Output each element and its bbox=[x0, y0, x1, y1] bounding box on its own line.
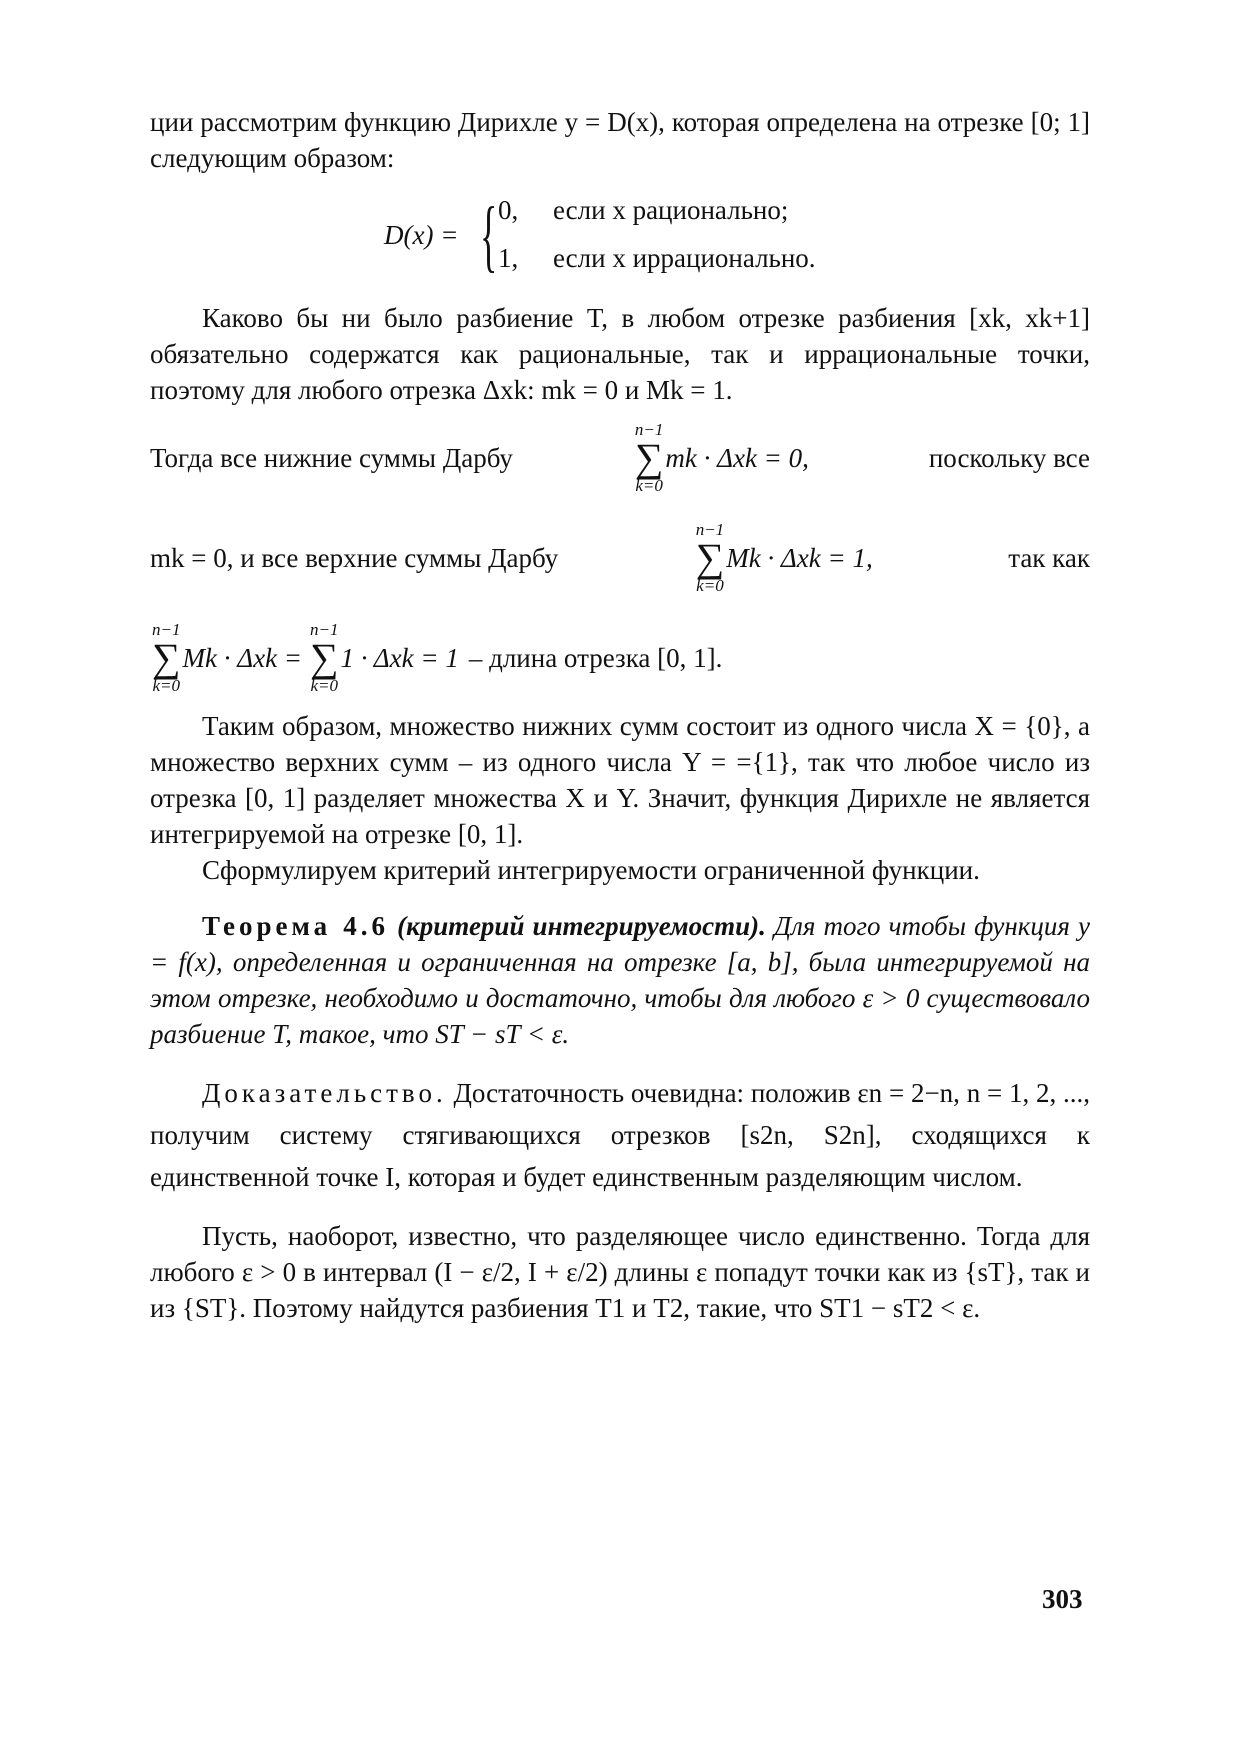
sum-upper-limit: n−1 bbox=[310, 620, 339, 639]
dirichlet-formula bbox=[150, 190, 1090, 282]
theorem-4-6 bbox=[150, 908, 1090, 1052]
sum-lower-limit: k=0 bbox=[310, 676, 339, 695]
lower-sum-expression: mk · Δxk = 0, bbox=[665, 443, 809, 473]
upper-sum-line bbox=[150, 508, 1090, 608]
paragraph-intro: ции рассмотрим функцию Дирихле y = D(x), которая определена на отрезке [0; 1] следующим образом: bbox=[150, 107, 1090, 173]
proof-label: Доказательство. bbox=[202, 1078, 447, 1108]
paragraph-partition: Каково бы ни было разбиение T, в любом отрезке разбиения [xk, xk+1] обязательно содержатся как рациональные, так и иррациональные точки, поэтому для любого отрезка Δxk: mk = 0 и Mk = 1. bbox=[150, 303, 1090, 405]
sigma-symbol: n−1 ∑ k=0 bbox=[152, 620, 181, 695]
paragraph-darboux-sets: Таким образом, множество нижних сумм состоит из одного числа X = {0}, а множество верхних сумм – из одного числа Y = ={1}, так что любое число из отрезка [0, 1] разделяет множества X и Y. Значит, функция Дирихле не является интегрируемой на отрезке [0, 1]. bbox=[150, 711, 1090, 849]
theorem-label: Теорема 4.6 bbox=[202, 911, 390, 941]
paragraph-necessity: Пусть, наоборот, известно, что разделяющее число единственно. Тогда для любого ε > 0 в интервал (I − ε/2, I + ε/2) длины ε попадут точки как из {sT}, так и из {ST}. Поэтому найдутся разбиения T1 и T2, такие, что ST1 − sT2 < ε. bbox=[150, 1221, 1090, 1323]
case-rational-condition: если x рационально; bbox=[553, 195, 789, 225]
proof-text: Достаточность очевидна: положив εn = 2−n, n = 1, 2, ..., получим систему стягивающихся отрезков [s2n, S2n], сходящихся к единственной точке I, которая и будет единственным разделяющим числом. bbox=[150, 1078, 1091, 1192]
lower-sum-formula bbox=[633, 421, 809, 495]
theorem-name: (критерий интегрируемости). bbox=[397, 911, 766, 941]
dirichlet-lhs: D(x) = bbox=[384, 220, 459, 250]
sum-upper-limit: n−1 bbox=[634, 420, 664, 439]
case-irrational bbox=[498, 240, 816, 276]
length-sum-expression-2: 1 · Δxk = 1 bbox=[340, 643, 459, 673]
lower-sum-text: Тогда все нижние суммы Дарбу bbox=[150, 443, 513, 473]
lower-sum-line bbox=[150, 408, 1090, 508]
sum-lower-limit: k=0 bbox=[152, 676, 181, 695]
upper-sum-text: mk = 0, и все верхние суммы Дарбу bbox=[150, 543, 559, 573]
sum-upper-limit: n−1 bbox=[695, 520, 725, 539]
page-number: 303 bbox=[1042, 1584, 1083, 1614]
sigma-symbol: n−1 ∑ k=0 bbox=[695, 520, 725, 595]
length-sum-line bbox=[150, 608, 1090, 708]
proof-paragraph bbox=[150, 1072, 1090, 1198]
lower-sum-tail: поскольку все bbox=[928, 443, 1090, 473]
length-sum-expression-1: Mk · Δxk = bbox=[182, 643, 303, 673]
upper-sum-formula bbox=[694, 521, 873, 595]
upper-sum-expression: Mk · Δxk = 1, bbox=[726, 543, 873, 573]
sum-lower-limit: k=0 bbox=[635, 476, 663, 495]
upper-sum-tail: так как bbox=[1008, 543, 1090, 573]
sigma-symbol: n−1 ∑ k=0 bbox=[310, 620, 339, 695]
sigma-symbol: n−1 ∑ k=0 bbox=[634, 420, 664, 495]
length-sum-formula bbox=[150, 621, 459, 695]
sum-lower-limit: k=0 bbox=[696, 576, 724, 595]
paragraph-criterion-intro: Сформулируем критерий интегрируемости ограниченной функции. bbox=[202, 855, 980, 885]
case-rational-value: 0, bbox=[498, 195, 519, 225]
sum-upper-limit: n−1 bbox=[152, 620, 181, 639]
case-irrational-value: 1, bbox=[498, 243, 519, 273]
length-sum-tail: – длина отрезка [0, 1]. bbox=[468, 643, 723, 673]
page-body bbox=[150, 104, 1090, 1326]
brace-symbol: { bbox=[480, 192, 498, 280]
theorem-body: Для того чтобы функция y = f(x), определенная и ограниченная на отрезке [a, b], была интегрируемой на этом отрезке, необходимо и достаточно, чтобы для любого ε > 0 существовало разбиение T, такое, что ST − sT < ε. bbox=[150, 911, 1091, 1049]
case-irrational-condition: если x иррационально. bbox=[553, 243, 816, 273]
case-rational bbox=[498, 192, 789, 228]
